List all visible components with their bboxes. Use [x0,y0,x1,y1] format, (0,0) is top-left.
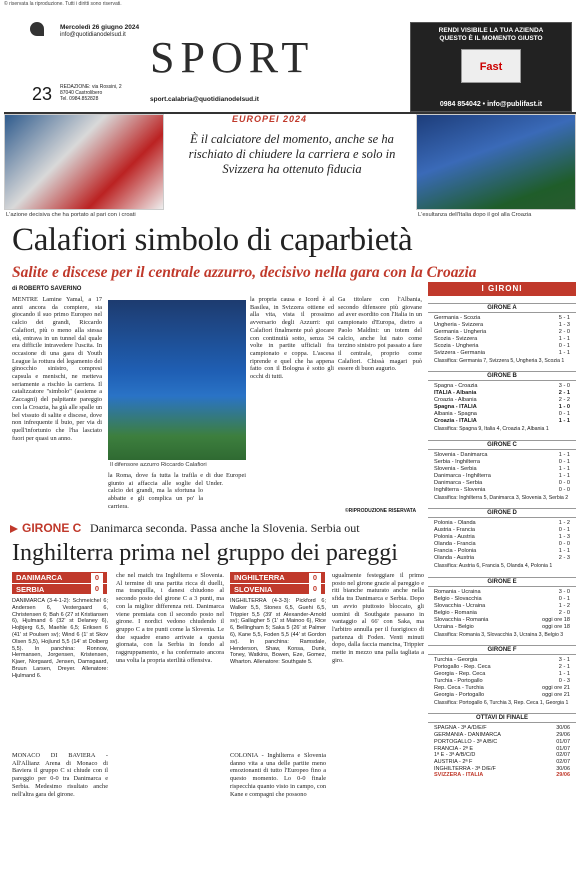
team-score: 0 [91,584,103,594]
match-teams: Polonia - Austria [434,534,475,541]
knockout-match: PORTOGALLO - 3ª A/B/C [434,738,498,745]
match-row [428,411,576,418]
match-result: 2 - 0 [558,609,570,616]
match-result: 1 - 1 [558,465,570,472]
knockout-match: AUSTRIA - 2ª F [434,758,473,765]
match-teams: Danimarca - Serbia [434,479,483,486]
match-row [428,404,576,411]
match-row [428,603,576,610]
knockout-match: INGHILTERRA - 3ª D/E/F [434,765,496,772]
match-teams: Olanda - Austria [434,555,475,562]
article-column: la Roma, dove fa tutta la trafila e giunto ai affaccia alle soglie del calcio dei grandi, ma la sfortuna lo abbatte e gli complica un po' la carriera. [108,472,203,510]
photo-caption-left: L'azione decisiva che ha portato al pari con i croati [6,212,136,218]
match-row [428,671,576,678]
knockout-match: GERMANIA - DANIMARCA [434,732,501,739]
match-row [428,383,576,390]
match-row [428,390,576,397]
copyright-notice: © riservata la riproduzione. Tutti i diritti sono riservati. [4,1,122,7]
match-result: 2 - 2 [558,397,570,404]
redazione-line: Tel. 0984.852828 [60,96,99,102]
match-result: 1 - 1 [558,451,570,458]
knockout-row [428,766,576,773]
match-result: 1 - 1 [558,548,570,555]
match-row [428,322,576,329]
match-result: 0 - 1 [558,458,570,465]
match-teams: Austria - Francia [434,527,476,534]
match-row [428,350,576,357]
article-column: la propria causa e Icord è al Basilea, in Svizzera ottiene ed alla vita, vista il prossimo avversario degli Azzurri: qui Calafiori finalmente può giocare con continuità sotto, senza 34 volte in partite ufficiali fra campionato e coppa. L'ascesa riprende e quel che ha appena fatto con il Bologna è sotto gli occhi di tutti. [250,296,334,381]
ad-headline-line: QUESTO È IL MOMENTO GIUSTO [439,35,543,42]
match-teams: Albania - Spagna [434,411,477,418]
match-teams: Serbia - Inghilterra [434,458,481,465]
match-teams: Slovenia - Danimarca [434,451,488,458]
redazione-line: 87040 Castrolibero [60,90,103,96]
match-row [428,480,576,487]
knockout-date: 02/07 [556,758,570,765]
match-row [428,329,576,336]
group-classifica: Classifica: Inghilterra 5, Danimarca 3, Slovenia 3, Serbia 2 [434,494,569,501]
match-teams: Portogallo - Rep. Ceca [434,664,491,671]
match-row [428,473,576,480]
knockout-date: 29/06 [556,772,570,779]
match-teams: Polonia - Olanda [434,520,476,527]
match-row [428,617,576,624]
knockout-date: 30/06 [556,765,570,772]
match-teams: Ucraina - Belgio [434,623,474,630]
article-column: ugualmente festeggiare il primo posto nel girone grazie al pareggio e riti bianche maturato anche nella sfida tra Danimarca e Serbia. Dopo un avvio piuttosto bloccato, gli uomini di Southgate passano in vantaggio al 66' con Saka, ma l'arbitro annulla per il fuorigioco di partenza di Foden. Venti minuti dopo, dalla faccia mancina, Trippier mette in mezzo una palla tagliata a giro. [332,572,424,664]
match-teams: Germania - Scozia [434,315,481,321]
ad-headline [411,27,571,43]
match-result: 1 - 2 [558,602,570,609]
article-column: MENTRE Lamine Yamal, a 17 anni ancora da compiere, sta giocando il suo primo Europeo nel calcio dei grandi, Riccardo Calafiori, più o meno alla stessa età, entrava in un tunnel dal quale era difficile intravedere l'uscita. In occasione di una gara di Youth League la rottura del legamento del ginocchio sinistro, compresi capsula e menischi, ne metteva seriamente a rischio la carriera. Il catalizzatore "simbolo" (assieme a Zaccagni) del palpitante pareggio con la Croazia, ha già alle spalle un bel vissuto di salite e discese, dove non infrequente il buio, per via di quell'infortunio che l'ha lasciato fuori per quasi un anno. [12,296,102,442]
redazione-address [60,84,122,102]
match-row [428,624,576,631]
match-row [428,541,576,548]
team-name: INGHILTERRA [234,573,285,582]
knockout-date: 01/07 [556,738,570,745]
groups-list [428,303,576,706]
match-row [428,397,576,404]
newspaper-email: info@quotidianodelsud.it [60,32,126,38]
knockout-match: SVIZZERA - ITALIA [434,772,484,779]
match-row [428,657,576,664]
match-teams: Ungheria - Svizzera [434,322,484,328]
match-teams: Romania - Ucraina [434,588,481,595]
match-result: 5 - 1 [558,315,570,321]
group-c-bar [10,520,420,538]
match-row [428,343,576,350]
knockout-row [428,752,576,759]
match-result: 0 - 1 [558,595,570,602]
article-column: di due Europei Under. [206,472,246,487]
match-result: 1 - 1 [558,336,570,342]
match-result: 1 - 1 [558,472,570,479]
team-score: 0 [309,573,321,583]
match-row [428,452,576,459]
match-teams: Georgia - Rep. Ceca [434,671,486,678]
match-row [428,487,576,494]
match-result: 3 - 0 [558,588,570,595]
team-name: DANIMARCA [16,573,63,582]
team-score: 0 [309,584,321,594]
match-result: 1 - 2 [558,520,570,527]
match-row [428,418,576,425]
match-result: 1 - 3 [558,322,570,328]
group-block [428,508,576,569]
match-teams: Rep. Ceca - Turchia [434,685,484,692]
match-teams: Slovacchia - Romania [434,616,489,623]
match-result: 2 - 3 [558,555,570,562]
byline: di ROBERTO SAVERINO [12,286,82,292]
match-result: 0 - 0 [558,479,570,486]
copyright-credit: ©RIPRODUZIONE RISERVATA [345,508,417,514]
publication-date: Mercoledì 26 giugno 2024 [60,24,140,31]
article-column: COLONIA - Inghilterra e Slovenia danno vita a una delle partite meno emozionanti di tutto l'Europeo fino a questo momento. Lo 0-0 finale rispecchia quanto visto in campo, con Kane e compagni che possono [230,752,326,798]
player-photo-caption: Il difensore azzurro Riccardo Calafiori [110,462,207,468]
match-teams: Croazia - Albania [434,397,477,404]
match-result: 2 - 1 [558,390,570,397]
group-classifica: Classifica: Portogallo 6, Turchia 3, Rep. Ceca 1, Georgia 1 [434,700,569,707]
redazione-line: REDAZIONE: via Rossini, 2 [60,84,122,90]
match-row [428,336,576,343]
match-row [428,315,576,322]
match-teams: Danimarca - Inghilterra [434,472,491,479]
match-row [428,466,576,473]
match-teams: Spagna - Croazia [434,383,478,390]
knockout-row [428,725,576,732]
group-block [428,645,576,706]
knockout-date: 01/07 [556,745,570,752]
ad-headline-line: RENDI VISIBILE LA TUA AZIENDA [438,27,544,34]
match-teams: Georgia - Portogallo [434,692,485,699]
knockout-row [428,772,576,779]
group-title: GIRONE B [428,371,576,381]
scorebox [12,572,107,594]
kicker: EUROPEI 2024 [232,114,308,124]
group-block [428,303,576,364]
match-result: 1 - 0 [558,404,570,411]
match-result: 0 - 1 [558,343,570,349]
article-column: MONACO DI BAVIERA - All'Allianz Arena di Monaco di Baviera il gruppo C si chiude con il pareggio per 0-0 tra Danimarca e Serbia. Medesimo risultato anche nell'altra gara del girone. [12,752,108,798]
ad-contact: 0984 854042 • info@publifast.it [439,101,543,108]
match-result: 0 - 0 [558,541,570,548]
main-headline: Calafiori simbolo di caparbietà [12,222,413,258]
match-photo-right [416,114,576,210]
match-result: 0 - 0 [558,486,570,493]
knockout-date: 29/06 [556,732,570,739]
match-teams: Scozia - Ungheria [434,343,479,349]
advertisement[interactable] [410,22,572,112]
group-classifica: Classifica: Romania 3, Slovacchia 3, Ucraina 3, Belgio 3 [434,631,564,638]
lineup-text: INGHILTERRA (4-3-3): Pickford 6; Walker 5,5, Stones 6,5, Guehi 6,5, Trippier 5,5 (39' st Alexander-Arnold sv); Gallagher 5 (1' st Mainoo 6), Rice 6, Bellingham 5; Saka 5 (26' st Palmer 6), Kane 5,5, Foden 5,5 (44' st Gordon sv). In panchina: Ramsdale, Henderson, Shaw, Konsa, Dunk, Toney, Watkins, Bowen, Eze, Gomez, Wharton. Allenatore: Southgate 5. [230,598,326,666]
match-result: 1 - 1 [558,418,570,425]
match-result: oggi ore 18 [542,623,570,630]
knockout-title: OTTAVI DI FINALE [428,713,576,723]
knockout-match: SPAGNA - 3ª A/D/E/F [434,725,487,732]
section-title: SPORT [150,33,315,82]
standings-sidebar [428,282,576,779]
photo-caption-right: L'esultanza dell'Italia dopo il gol alla Croazia [418,212,532,218]
team-name: SERBIA [16,584,45,594]
match-result: 1 - 1 [558,671,570,678]
group-title: GIRONE A [428,303,576,313]
knockout-list [428,725,576,779]
match-teams: Slovenia - Serbia [434,465,477,472]
knockout-section [428,713,576,779]
match-teams: Olanda - Francia [434,541,476,548]
match-row [428,685,576,692]
match-row [428,534,576,541]
article-column: che nel match tra Inghilterra e Slovenia. Al termine di una partita ricca di duelli, ma tranquilla, i danesi chiudono al secondo posto del girone C a 3 punti, ma con la miglior differenza reti. Danimarca viene premiata con il secondo posto nel girone. I nordici vedono chiudendo il gruppo C a tre punti come la Slovenia. Le due squadre erano arrivate a questa giornata, con la Serbia in fondo al raggruppamento, e ha confermato ancora una volta la propria sterilità offensiva. [116,572,224,664]
match-result: oggi ore 18 [542,616,570,623]
match-row [428,527,576,534]
match-teams: Turchia - Portogallo [434,678,483,685]
score-row [12,583,107,594]
team-name: SLOVENIA [234,584,273,594]
match-result: 3 - 1 [558,657,570,664]
match-teams: Francia - Polonia [434,548,477,555]
match-teams: Belgio - Slovacchia [434,595,482,602]
match-result: 0 - 1 [558,527,570,534]
match-photo-left [4,114,164,210]
group-classifica: Classifica: Austria 6, Francia 5, Olanda 4, Polonia 1 [434,563,553,570]
scorebox [230,572,325,594]
match-result: 0 - 3 [558,678,570,685]
group-c-label: GIRONE C [22,521,82,535]
match-row [428,555,576,562]
match-teams: Scozia - Svizzera [434,336,478,342]
player-photo [108,300,246,460]
match-result: oggi ore 21 [542,692,570,699]
match-row [428,459,576,466]
match-teams: Spagna - ITALIA [434,404,477,411]
match-row [428,692,576,699]
standings-title: I GIRONI [428,282,576,296]
match-result: 1 - 1 [558,350,570,356]
match-result: 0 - 1 [558,411,570,418]
newspaper-logo-icon [30,22,44,36]
ad-logo-text: Fast [479,61,503,73]
match-teams: Belgio - Romania [434,609,477,616]
ad-logo [461,49,521,83]
group-title: GIRONE E [428,577,576,587]
group-block [428,371,576,432]
knockout-row [428,759,576,766]
article-column: Ga titolare con l'Albania, secondo difensore più giovane ad aver esordito con l'Italia in un campionato d'Europa, dietro a Paolo Maldini: un totem del calcio, anche lui nato come terzino sinistro poi passato a fare il centrale, proprio come Calafiori. Chissà magari può essere di buon augurio. [338,296,422,373]
match-row [428,596,576,603]
match-teams: ITALIA - Albania [434,390,477,397]
match-row [428,678,576,685]
group-block [428,440,576,501]
score-row [230,583,325,594]
match-row [428,610,576,617]
match-result: 2 - 0 [558,329,570,335]
match-teams: Svizzera - Germania [434,350,485,356]
group-title: GIRONE F [428,645,576,655]
match-teams: Slovacchia - Ucraina [434,602,486,609]
match-row [428,589,576,596]
second-headline: Inghilterra prima nel gruppo dei pareggi [12,540,398,566]
match-row [428,664,576,671]
group-classifica: Classifica: Spagna 9, Italia 4, Croazia 2, Albania 1 [434,426,549,433]
score-row [230,572,325,583]
pull-quote: È il calciatore del momento, anche se ha rischiato di chiudere la carriera e solo in Svizzera ha ottenuto fiducia [188,132,396,176]
team-score: 0 [91,573,103,583]
match-teams: Croazia - ITALIA [434,418,477,425]
sport-email: sport.calabria@quotidianodelsud.it [150,96,259,103]
group-title: GIRONE C [428,440,576,450]
knockout-row [428,732,576,739]
lineup-text: DANIMARCA (3-4-1-2): Schmeichel 6; Andersen 6, Vestergaard 6, Christensen 6; Bah 6 (27 st Kristiansen 6), Hjulmand 6 (32' st Delaney 6), Hojbjerg 6,5, Maehle 6,5; Eriksen 6 (41' st Poulsen sv); Wind 6 (1' st Skov Olsen 5,5), Hojlund 5,5 (14' st Dolberg 5,5). In panchina: Ronnow, Hermansen, Jorgensen, Kristensen, Kjaer, Norgaard, Jensen, Damsgaard, Bruun Larsen, Dreyer. Allenatore: Hjulmand 6. [12,598,108,679]
match-row [428,548,576,555]
knockout-match: 1ª E - 3ª A/B/C/D [434,752,476,759]
group-classifica: Classifica: Germania 7, Svizzera 5, Ungheria 3, Scozia 1 [434,358,565,364]
match-row [428,520,576,527]
page-number: 23 [32,84,53,104]
group-title: GIRONE D [428,508,576,518]
knockout-match: FRANCIA - 2ª E [434,745,474,752]
match-teams: Turchia - Georgia [434,657,478,664]
match-result: 3 - 0 [558,383,570,390]
match-teams: Inghilterra - Slovenia [434,486,486,493]
knockout-date: 02/07 [556,752,570,759]
knockout-date: 30/06 [556,725,570,732]
subheadline: Salite e discese per il centrale azzurro, decisivo nella gara con la Croazia [12,264,477,281]
match-result: 1 - 3 [558,534,570,541]
triangle-icon [10,525,18,533]
score-row [12,572,107,583]
group-block [428,577,576,638]
group-c-summary: Danimarca seconda. Passa anche la Slovenia. Serbia out [90,521,360,535]
match-result: 2 - 1 [558,664,570,671]
knockout-row [428,739,576,746]
match-teams: Germania - Ungheria [434,329,487,335]
match-result: oggi ore 21 [542,685,570,692]
